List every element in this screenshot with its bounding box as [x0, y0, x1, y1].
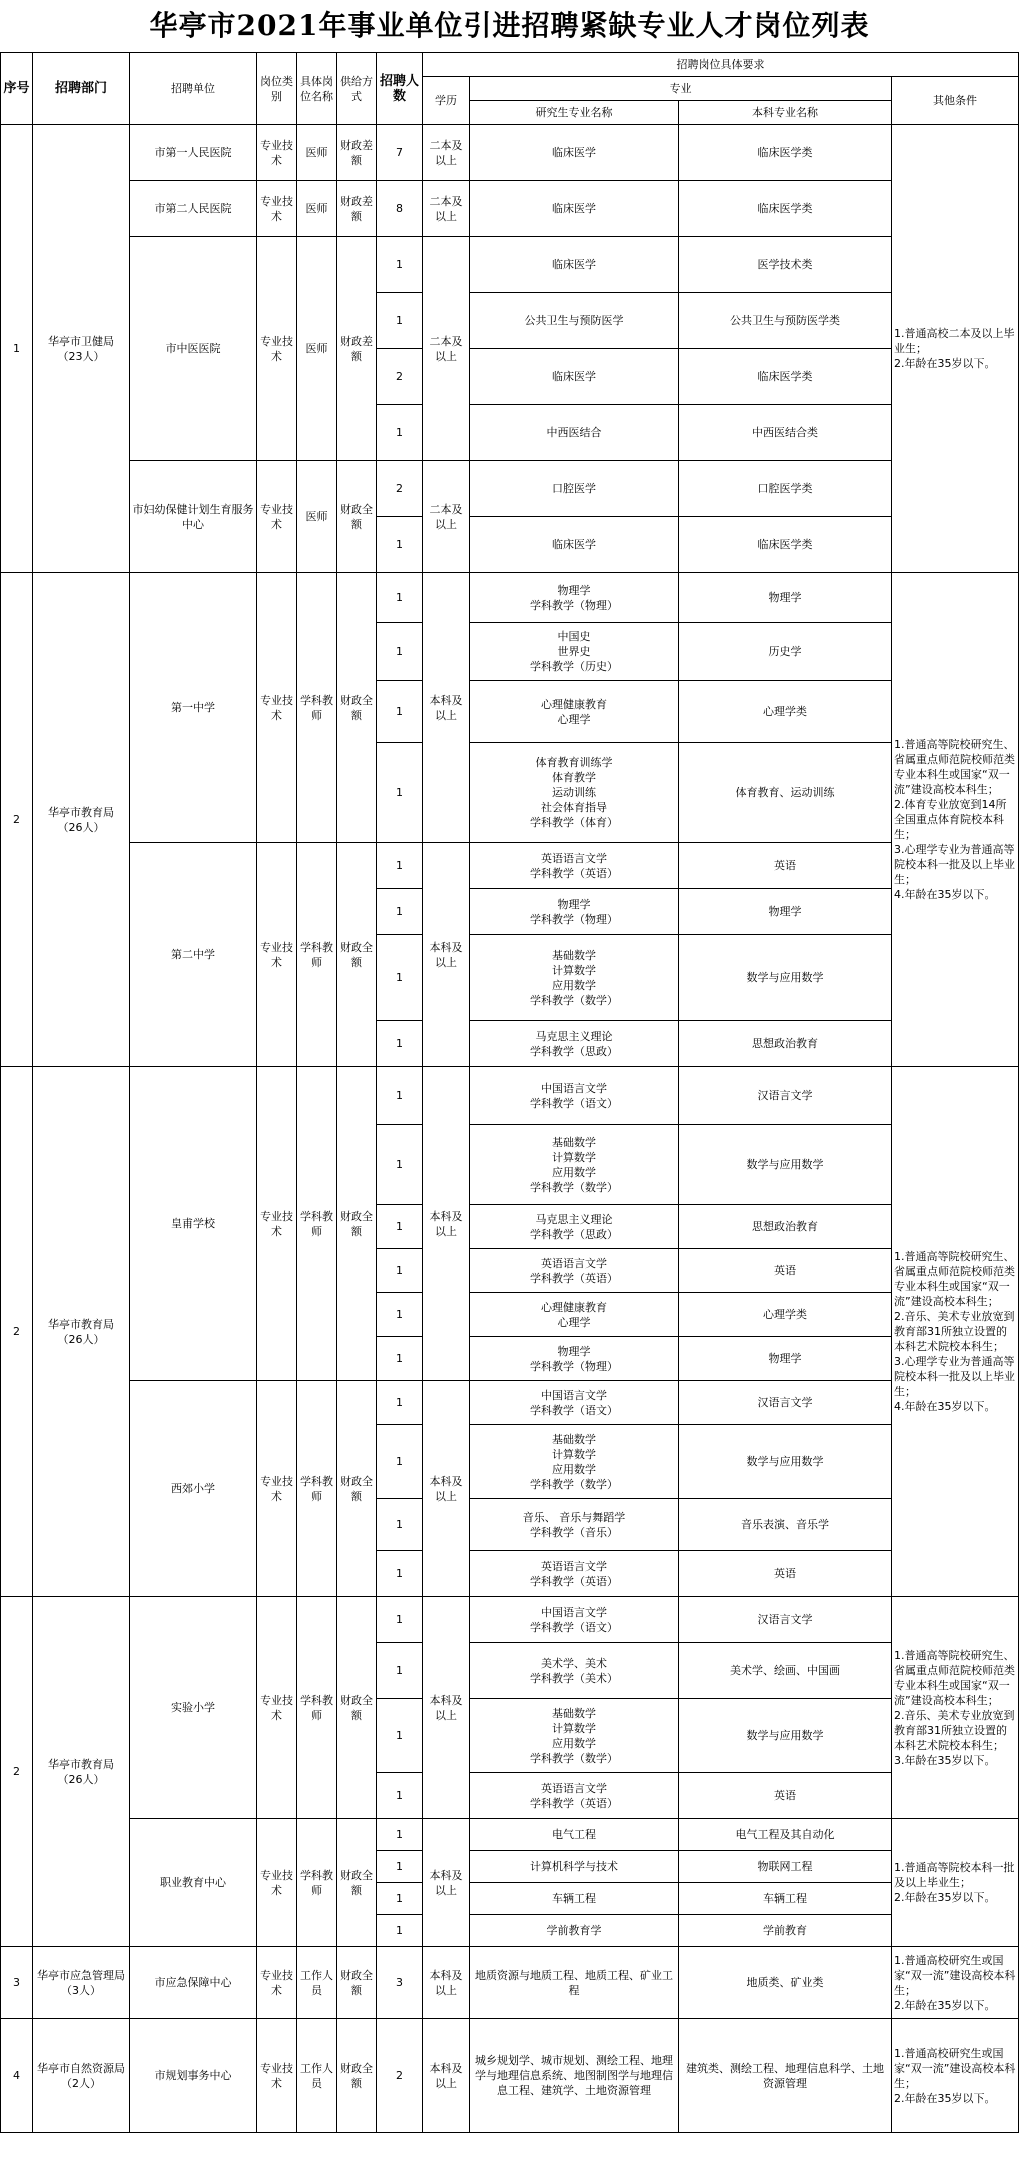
- seq-cell: 2: [1, 1067, 33, 1597]
- post-type-cell: 专业技术: [257, 461, 297, 573]
- other-cell: 1.普通高等院校本科一批及以上毕业生； 2.年龄在35岁以下。: [892, 1819, 1019, 1947]
- ug-major-cell: 历史学: [679, 623, 892, 681]
- ug-major-cell: 英语: [679, 843, 892, 889]
- grad-major-cell: 临床医学: [470, 181, 679, 237]
- count-cell: 1: [377, 1381, 423, 1425]
- ug-major-cell: 学前教育: [679, 1915, 892, 1947]
- grad-major-cell: 心理健康教育 心理学: [470, 1293, 679, 1337]
- grad-major-cell: 基础数学 计算数学 应用数学 学科教学（数学）: [470, 1699, 679, 1773]
- seq-cell: 3: [1, 1947, 33, 2019]
- grad-major-cell: 心理健康教育 心理学: [470, 681, 679, 743]
- count-cell: 1: [377, 1125, 423, 1205]
- grad-major-cell: 马克思主义理论 学科教学（思政）: [470, 1205, 679, 1249]
- grad-major-cell: 地质资源与地质工程、地质工程、矿业工程: [470, 1947, 679, 2019]
- edu-cell: 本科及以上: [423, 1381, 470, 1597]
- count-cell: 1: [377, 1699, 423, 1773]
- ug-major-cell: 车辆工程: [679, 1883, 892, 1915]
- grad-major-cell: 马克思主义理论 学科教学（思政）: [470, 1021, 679, 1067]
- table-row: [1, 843, 1019, 889]
- post-name-cell: 工作人员: [297, 2019, 337, 2133]
- count-cell: 8: [377, 181, 423, 237]
- edu-cell: 本科及以上: [423, 1819, 470, 1947]
- header-edu: 学历: [423, 77, 470, 125]
- count-cell: 1: [377, 405, 423, 461]
- table-row: [1, 1067, 1019, 1125]
- count-cell: 3: [377, 1947, 423, 2019]
- count-cell: 2: [377, 461, 423, 517]
- count-cell: 1: [377, 1205, 423, 1249]
- count-cell: 1: [377, 573, 423, 623]
- other-cell: 1.普通高等院校研究生、省属重点师范院校师范类专业本科生或国家“双一流”建设高校本科生； 2.音乐、美术专业放宽到教育部31所独立设置的本科艺术院校本科生； 3.年龄在35岁以下。: [892, 1597, 1019, 1819]
- count-cell: 1: [377, 1337, 423, 1381]
- funding-cell: 财政全额: [337, 1819, 377, 1947]
- post-type-cell: 专业技术: [257, 181, 297, 237]
- grad-major-cell: 车辆工程: [470, 1883, 679, 1915]
- grad-major-cell: 基础数学 计算数学 应用数学 学科教学（数学）: [470, 1425, 679, 1499]
- unit-cell: 市应急保障中心: [130, 1947, 257, 2019]
- table-row: [1, 2019, 1019, 2133]
- post-type-cell: 专业技术: [257, 2019, 297, 2133]
- post-name-cell: 学科教师: [297, 1381, 337, 1597]
- ug-major-cell: 临床医学类: [679, 517, 892, 573]
- table-row: [1, 1819, 1019, 1851]
- grad-major-cell: 临床医学: [470, 517, 679, 573]
- unit-cell: 市第二人民医院: [130, 181, 257, 237]
- count-cell: 1: [377, 237, 423, 293]
- seq-cell: 4: [1, 2019, 33, 2133]
- grad-major-cell: 临床医学: [470, 349, 679, 405]
- table-row: [1, 1381, 1019, 1425]
- grad-major-cell: 体育教育训练学 体育教学 运动训练 社会体育指导 学科教学（体育）: [470, 743, 679, 843]
- grad-major-cell: 物理学 学科教学（物理）: [470, 1337, 679, 1381]
- grad-major-cell: 公共卫生与预防医学: [470, 293, 679, 349]
- ug-major-cell: 临床医学类: [679, 125, 892, 181]
- unit-cell: 皇甫学校: [130, 1067, 257, 1381]
- grad-major-cell: 口腔医学: [470, 461, 679, 517]
- funding-cell: 财政全额: [337, 843, 377, 1067]
- unit-cell: 市规划事务中心: [130, 2019, 257, 2133]
- post-name-cell: 医师: [297, 125, 337, 181]
- dept-cell: 华亭市教育局 （26人）: [33, 573, 130, 1067]
- table-row: [1, 1597, 1019, 1643]
- grad-major-cell: 临床医学: [470, 237, 679, 293]
- grad-major-cell: 物理学 学科教学（物理）: [470, 573, 679, 623]
- post-name-cell: 医师: [297, 237, 337, 461]
- dept-cell: 华亭市应急管理局 （3人）: [33, 1947, 130, 2019]
- count-cell: 1: [377, 623, 423, 681]
- header-unit: 招聘单位: [130, 53, 257, 125]
- ug-major-cell: 临床医学类: [679, 349, 892, 405]
- ug-major-cell: 思想政治教育: [679, 1021, 892, 1067]
- post-type-cell: 专业技术: [257, 1597, 297, 1819]
- grad-major-cell: 音乐、 音乐与舞蹈学 学科教学（音乐）: [470, 1499, 679, 1551]
- ug-major-cell: 体育教育、运动训练: [679, 743, 892, 843]
- ug-major-cell: 物理学: [679, 573, 892, 623]
- other-cell: 1.普通高等院校研究生、省属重点师范院校师范类专业本科生或国家“双一流”建设高校本科生； 2.音乐、美术专业放宽到教育部31所独立设置的本科艺术院校本科生； 3.心理学专业为普通高等院校本科一批及以上毕业生； 4.年龄在35岁以下。: [892, 1067, 1019, 1597]
- other-cell: 1.普通高校研究生或国家“双一流”建设高校本科生； 2.年龄在35岁以下。: [892, 1947, 1019, 2019]
- other-cell: 1.普通高校研究生或国家“双一流”建设高校本科生； 2.年龄在35岁以下。: [892, 2019, 1019, 2133]
- unit-cell: 市第一人民医院: [130, 125, 257, 181]
- post-type-cell: 专业技术: [257, 237, 297, 461]
- ug-major-cell: 物理学: [679, 889, 892, 935]
- grad-major-cell: 计算机科学与技术: [470, 1851, 679, 1883]
- ug-major-cell: 物理学: [679, 1337, 892, 1381]
- grad-major-cell: 中国语言文学 学科教学（语文）: [470, 1381, 679, 1425]
- header-major: 专业: [470, 77, 892, 101]
- post-type-cell: 专业技术: [257, 1819, 297, 1947]
- ug-major-cell: 数学与应用数学: [679, 1699, 892, 1773]
- grad-major-cell: 中国语言文学 学科教学（语文）: [470, 1597, 679, 1643]
- header-post-type: 岗位类别: [257, 53, 297, 125]
- post-name-cell: 学科教师: [297, 843, 337, 1067]
- seq-cell: 1: [1, 125, 33, 573]
- ug-major-cell: 中西医结合类: [679, 405, 892, 461]
- count-cell: 1: [377, 935, 423, 1021]
- count-cell: 1: [377, 1499, 423, 1551]
- ug-major-cell: 思想政治教育: [679, 1205, 892, 1249]
- table-row: [1, 461, 1019, 517]
- funding-cell: 财政全额: [337, 1381, 377, 1597]
- header-seq: 序号: [1, 53, 33, 125]
- count-cell: 1: [377, 843, 423, 889]
- ug-major-cell: 物联网工程: [679, 1851, 892, 1883]
- dept-cell: 华亭市教育局 （26人）: [33, 1067, 130, 1597]
- grad-major-cell: 中西医结合: [470, 405, 679, 461]
- post-type-cell: 专业技术: [257, 1381, 297, 1597]
- header-requirements: 招聘岗位具体要求: [423, 53, 1019, 77]
- count-cell: 1: [377, 1067, 423, 1125]
- count-cell: 1: [377, 1249, 423, 1293]
- funding-cell: 财政全额: [337, 573, 377, 843]
- ug-major-cell: 英语: [679, 1551, 892, 1597]
- dept-cell: 华亭市自然资源局 （2人）: [33, 2019, 130, 2133]
- ug-major-cell: 口腔医学类: [679, 461, 892, 517]
- funding-cell: 财政全额: [337, 1947, 377, 2019]
- grad-major-cell: 物理学 学科教学（物理）: [470, 889, 679, 935]
- ug-major-cell: 汉语言文学: [679, 1067, 892, 1125]
- unit-cell: 第一中学: [130, 573, 257, 843]
- recruitment-table: [0, 52, 1019, 2133]
- page-title: 华亭市2021年事业单位引进招聘紧缺专业人才岗位列表: [149, 9, 870, 42]
- grad-major-cell: 美术学、美术 学科教学（美术）: [470, 1643, 679, 1699]
- count-cell: 1: [377, 1883, 423, 1915]
- grad-major-cell: 中国语言文学 学科教学（语文）: [470, 1067, 679, 1125]
- post-name-cell: 医师: [297, 181, 337, 237]
- dept-cell: 华亭市卫健局 （23人）: [33, 125, 130, 573]
- post-name-cell: 工作人员: [297, 1947, 337, 2019]
- funding-cell: 财政全额: [337, 1597, 377, 1819]
- post-type-cell: 专业技术: [257, 843, 297, 1067]
- edu-cell: 二本及以上: [423, 181, 470, 237]
- funding-cell: 财政差额: [337, 237, 377, 461]
- edu-cell: 本科及以上: [423, 2019, 470, 2133]
- table-row: [1, 125, 1019, 181]
- edu-cell: 本科及以上: [423, 573, 470, 843]
- seq-cell: 2: [1, 573, 33, 1067]
- count-cell: 1: [377, 517, 423, 573]
- grad-major-cell: 中国史 世界史 学科教学（历史）: [470, 623, 679, 681]
- post-type-cell: 专业技术: [257, 125, 297, 181]
- unit-cell: 市中医医院: [130, 237, 257, 461]
- ug-major-cell: 心理学类: [679, 1293, 892, 1337]
- ug-major-cell: 英语: [679, 1773, 892, 1819]
- ug-major-cell: 数学与应用数学: [679, 935, 892, 1021]
- count-cell: 1: [377, 743, 423, 843]
- funding-cell: 财政差额: [337, 125, 377, 181]
- edu-cell: 二本及以上: [423, 237, 470, 461]
- grad-major-cell: 基础数学 计算数学 应用数学 学科教学（数学）: [470, 935, 679, 1021]
- grad-major-cell: 英语语言文学 学科教学（英语）: [470, 1551, 679, 1597]
- post-name-cell: 学科教师: [297, 1597, 337, 1819]
- grad-major-cell: 英语语言文学 学科教学（英语）: [470, 1773, 679, 1819]
- grad-major-cell: 临床医学: [470, 125, 679, 181]
- count-cell: 1: [377, 1425, 423, 1499]
- ug-major-cell: 英语: [679, 1249, 892, 1293]
- ug-major-cell: 电气工程及其自动化: [679, 1819, 892, 1851]
- post-name-cell: 学科教师: [297, 573, 337, 843]
- grad-major-cell: 电气工程: [470, 1819, 679, 1851]
- grad-major-cell: 城乡规划学、城市规划、测绘工程、地理学与地理信息系统、地图制图学与地理信息工程、建筑学、土地资源管理: [470, 2019, 679, 2133]
- edu-cell: 本科及以上: [423, 1067, 470, 1381]
- unit-cell: 市妇幼保健计划生育服务中心: [130, 461, 257, 573]
- header-grad-major: 研究生专业名称: [470, 101, 679, 125]
- edu-cell: 二本及以上: [423, 461, 470, 573]
- header-post-name: 具体岗位名称: [297, 53, 337, 125]
- count-cell: 1: [377, 1851, 423, 1883]
- ug-major-cell: 建筑类、测绘工程、地理信息科学、土地资源管理: [679, 2019, 892, 2133]
- count-cell: 1: [377, 1551, 423, 1597]
- table-row: [1, 573, 1019, 623]
- funding-cell: 财政差额: [337, 181, 377, 237]
- funding-cell: 财政全额: [337, 1067, 377, 1381]
- header-funding: 供给方式: [337, 53, 377, 125]
- post-type-cell: 专业技术: [257, 1947, 297, 2019]
- count-cell: 1: [377, 1021, 423, 1067]
- count-cell: 1: [377, 1819, 423, 1851]
- other-cell: 1.普通高等院校研究生、省属重点师范院校师范类专业本科生或国家“双一流”建设高校本科生； 2.体育专业放宽到14所全国重点体育院校本科生； 3.心理学专业为普通高等院校本科一批及以上毕业生； 4.年龄在35岁以下。: [892, 573, 1019, 1067]
- unit-cell: 实验小学: [130, 1597, 257, 1819]
- other-cell: 1.普通高校二本及以上毕业生； 2.年龄在35岁以下。: [892, 125, 1019, 573]
- grad-major-cell: 学前教育学: [470, 1915, 679, 1947]
- header-other: 其他条件: [892, 77, 1019, 125]
- grad-major-cell: 英语语言文学 学科教学（英语）: [470, 1249, 679, 1293]
- edu-cell: 本科及以上: [423, 1597, 470, 1819]
- grad-major-cell: 英语语言文学 学科教学（英语）: [470, 843, 679, 889]
- unit-cell: 第二中学: [130, 843, 257, 1067]
- seq-cell: 2: [1, 1597, 33, 1947]
- dept-cell: 华亭市教育局 （26人）: [33, 1597, 130, 1947]
- count-cell: 1: [377, 1915, 423, 1947]
- count-cell: 1: [377, 1773, 423, 1819]
- edu-cell: 本科及以上: [423, 843, 470, 1067]
- count-cell: 1: [377, 1643, 423, 1699]
- ug-major-cell: 公共卫生与预防医学类: [679, 293, 892, 349]
- ug-major-cell: 医学技术类: [679, 237, 892, 293]
- ug-major-cell: 心理学类: [679, 681, 892, 743]
- count-cell: 1: [377, 293, 423, 349]
- ug-major-cell: 数学与应用数学: [679, 1425, 892, 1499]
- ug-major-cell: 音乐表演、音乐学: [679, 1499, 892, 1551]
- count-cell: 2: [377, 2019, 423, 2133]
- table-row: [1, 1947, 1019, 2019]
- edu-cell: 二本及以上: [423, 125, 470, 181]
- header-dept: 招聘部门: [33, 53, 130, 125]
- funding-cell: 财政全额: [337, 461, 377, 573]
- ug-major-cell: 数学与应用数学: [679, 1125, 892, 1205]
- post-name-cell: 学科教师: [297, 1067, 337, 1381]
- count-cell: 2: [377, 349, 423, 405]
- table-row: [1, 237, 1019, 293]
- header-ug-major: 本科专业名称: [679, 101, 892, 125]
- count-cell: 7: [377, 125, 423, 181]
- post-type-cell: 专业技术: [257, 573, 297, 843]
- header-count: 招聘人数: [377, 53, 423, 125]
- post-name-cell: 医师: [297, 461, 337, 573]
- count-cell: 1: [377, 681, 423, 743]
- unit-cell: 职业教育中心: [130, 1819, 257, 1947]
- count-cell: 1: [377, 1293, 423, 1337]
- funding-cell: 财政全额: [337, 2019, 377, 2133]
- ug-major-cell: 汉语言文学: [679, 1381, 892, 1425]
- ug-major-cell: 地质类、矿业类: [679, 1947, 892, 2019]
- ug-major-cell: 汉语言文学: [679, 1597, 892, 1643]
- count-cell: 1: [377, 889, 423, 935]
- count-cell: 1: [377, 1597, 423, 1643]
- edu-cell: 本科及以上: [423, 1947, 470, 2019]
- post-name-cell: 学科教师: [297, 1819, 337, 1947]
- grad-major-cell: 基础数学 计算数学 应用数学 学科教学（数学）: [470, 1125, 679, 1205]
- ug-major-cell: 美术学、绘画、中国画: [679, 1643, 892, 1699]
- post-type-cell: 专业技术: [257, 1067, 297, 1381]
- unit-cell: 西郊小学: [130, 1381, 257, 1597]
- table-row: [1, 181, 1019, 237]
- ug-major-cell: 临床医学类: [679, 181, 892, 237]
